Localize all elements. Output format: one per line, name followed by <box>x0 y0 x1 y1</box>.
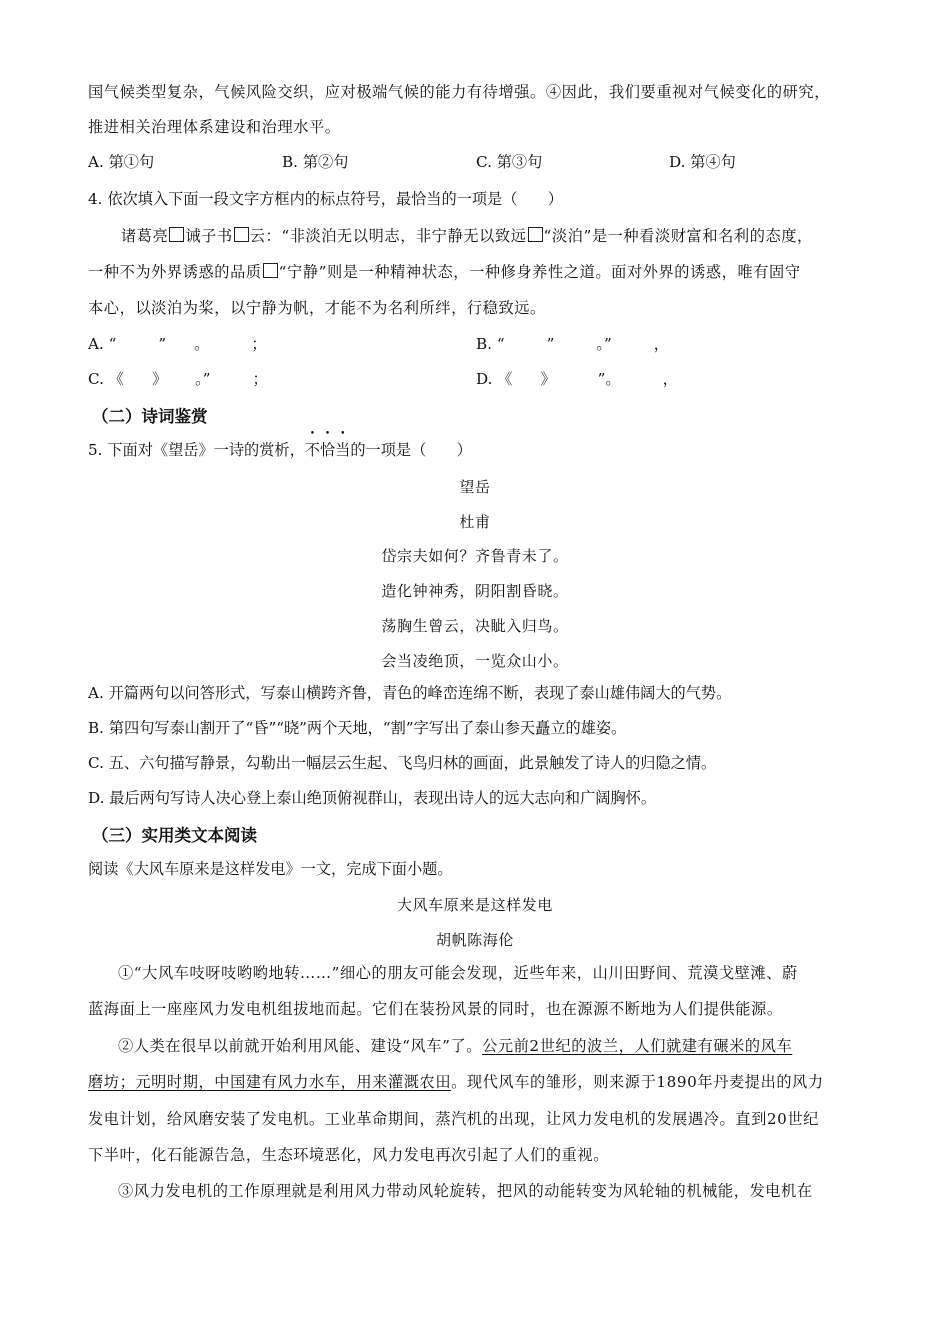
article-paragraph-line: 发电计划，给风磨安装了发电机。工业革命期间，蒸汽机的出现，让风力发电机的发展遇冷。直到20世纪 <box>88 1110 819 1128</box>
q5-option-a[interactable]: A. 开篇两句以问答形式，写泰山横跨齐鲁，青色的峰峦连绵不断，表现了泰山雄伟阔大的气势。 <box>88 684 732 702</box>
poem-line: 荡胸生曾云，决眦入归鸟。 <box>381 617 569 635</box>
q4-passage-text: 诫子书 <box>185 227 233 245</box>
q5-stem-text: 的一项是（ ） <box>350 441 472 459</box>
article-author: 胡帆陈海伦 <box>435 931 514 949</box>
q3-option-b[interactable]: B. 第②句 <box>282 153 349 171</box>
option-mark: 。” <box>596 335 612 353</box>
q4-option-c[interactable] <box>88 369 268 389</box>
punctuation-blank-box <box>528 227 543 242</box>
q4-passage-line-1 <box>121 226 813 246</box>
q3-option-c[interactable]: C. 第③句 <box>476 153 543 171</box>
article-paragraph-line <box>118 1036 792 1056</box>
option-mark: ， <box>662 370 678 388</box>
q5-stem <box>88 440 472 460</box>
option-mark: 《 <box>497 370 513 388</box>
underlined-text: 公元前2世纪的波兰，人们就建有碾米的风车 <box>482 1037 793 1055</box>
q4-passage-text: 诸葛亮 <box>121 227 169 245</box>
q4-option-b[interactable] <box>476 334 669 354</box>
q3-option-a[interactable]: A. 第①句 <box>88 153 155 171</box>
section-heading-poetry: （二）诗词鉴赏 <box>92 407 208 426</box>
article-paragraph-line: 蓝海面上一座座风力发电机组拔地而起。它们在装扮风景的同时，也在源源不断地为人们提供能源。 <box>88 1000 783 1018</box>
punctuation-blank-box <box>169 227 184 242</box>
option-mark: ， <box>653 335 669 353</box>
q4-passage-text: 云：“非淡泊无以明志，非宁静无以致远 <box>249 227 527 245</box>
article-paragraph-line: 下半叶，化石能源告急，生态环境恶化，风力发电再次引起了人们的重视。 <box>88 1146 609 1164</box>
q5-option-d[interactable]: D. 最后两句写诗人决心登上泰山绝顶俯视群山，表现出诗人的远大志向和广阔胸怀。 <box>88 789 657 807</box>
option-mark: ”。 <box>597 370 621 388</box>
poem-line: 造化钟神秀，阴阳割昏晓。 <box>381 582 569 600</box>
q4-passage-text: “宁静”则是一种精神状态，一种修身养性之道。面对外界的诱惑，唯有固守 <box>278 263 801 281</box>
q5-option-c[interactable]: C. 五、六句描写静景，勾勒出一幅层云生起、飞鸟归林的画面，此景触发了诗人的归隐之情。 <box>88 754 717 772</box>
reading-intro: 阅读《大风车原来是这样发电》一文，完成下面小题。 <box>88 860 453 878</box>
article-paragraph-line: ③风力发电机的工作原理就是利用风力带动风轮旋转，把风的动能转变为风轮轴的机械能，发电机在 <box>118 1182 813 1200</box>
q4-passage-text: 一种不为外界诱惑的品质 <box>88 263 262 281</box>
option-mark: ” <box>158 335 167 353</box>
q4-passage-line-3: 本心，以淡泊为桨，以宁静为帆，才能不为名利所绊，行稳致远。 <box>88 299 546 317</box>
q3-passage-line: 国气候类型复杂，气候风险交织，应对极端气候的能力有待增强。④因此，我们要重视对气候变化的研究， <box>88 83 831 101</box>
q3-option-d[interactable]: D. 第④句 <box>669 153 736 171</box>
punctuation-blank-box <box>234 227 249 242</box>
q4-option-a[interactable] <box>88 334 267 354</box>
emphasis-char: 不 <box>304 441 320 459</box>
q4-stem: 4. 依次填入下面一段文字方框内的标点符号，最恰当的一项是（ ） <box>88 190 563 208</box>
q5-option-b[interactable]: B. 第四句写泰山割开了“昏”“晓”两个天地，“割”字写出了泰山参天矗立的雄姿。 <box>88 719 627 737</box>
section-heading-practical-text: （三）实用类文本阅读 <box>92 826 257 845</box>
paragraph-text: 。现代风车的雏形，则来源于1890年丹麦提出的风力 <box>451 1073 824 1091</box>
underlined-text: 磨坊；元明时期，中国建有风力水车，用来灌溉农田 <box>88 1073 452 1091</box>
q4-passage-text: “淡泊”是一种看淡财富和名利的态度， <box>543 227 813 245</box>
q4-option-d[interactable] <box>476 369 678 389</box>
article-paragraph-line <box>88 1072 824 1092</box>
poem-line: 会当凌绝顶，一览众山小。 <box>381 652 569 670</box>
q5-stem-text: 5. 下面对《望岳》一诗的赏析， <box>88 441 305 459</box>
q4-passage-line-2 <box>88 262 801 282</box>
option-mark: 《 <box>108 370 124 388</box>
option-mark: 。 <box>194 335 210 353</box>
option-mark: 》 <box>151 370 168 388</box>
article-title: 大风车原来是这样发电 <box>396 896 553 914</box>
emphasis-char: 当 <box>335 441 351 459</box>
option-label: D. <box>476 370 493 388</box>
emphasis-char: 恰 <box>319 441 336 459</box>
punctuation-blank-box <box>263 263 278 278</box>
option-mark: ； <box>252 370 268 388</box>
q3-passage-line: 推进相关治理体系建设和治理水平。 <box>88 118 341 136</box>
option-mark: “ <box>108 335 117 353</box>
option-mark: ； <box>251 335 267 353</box>
option-label: C. <box>88 370 104 388</box>
option-mark: ” <box>546 335 555 353</box>
paragraph-text: ②人类在很早以前就开始利用风能、建设“风车”了。 <box>118 1037 483 1055</box>
option-mark: 。” <box>195 370 211 388</box>
option-label: A. <box>88 335 104 353</box>
article-paragraph-line: ①“大风车吱呀吱哟哟地转……”细心的朋友可能会发现，近些年来，山川田野间、荒漠戈壁滩、蔚 <box>118 964 798 982</box>
option-label: B. <box>476 335 492 353</box>
poem-title: 望岳 <box>459 478 491 496</box>
option-mark: 》 <box>540 370 556 388</box>
poem-line: 岱宗夫如何？齐鲁青未了。 <box>381 547 569 565</box>
poem-author: 杜甫 <box>459 513 491 531</box>
option-mark: “ <box>496 335 505 353</box>
